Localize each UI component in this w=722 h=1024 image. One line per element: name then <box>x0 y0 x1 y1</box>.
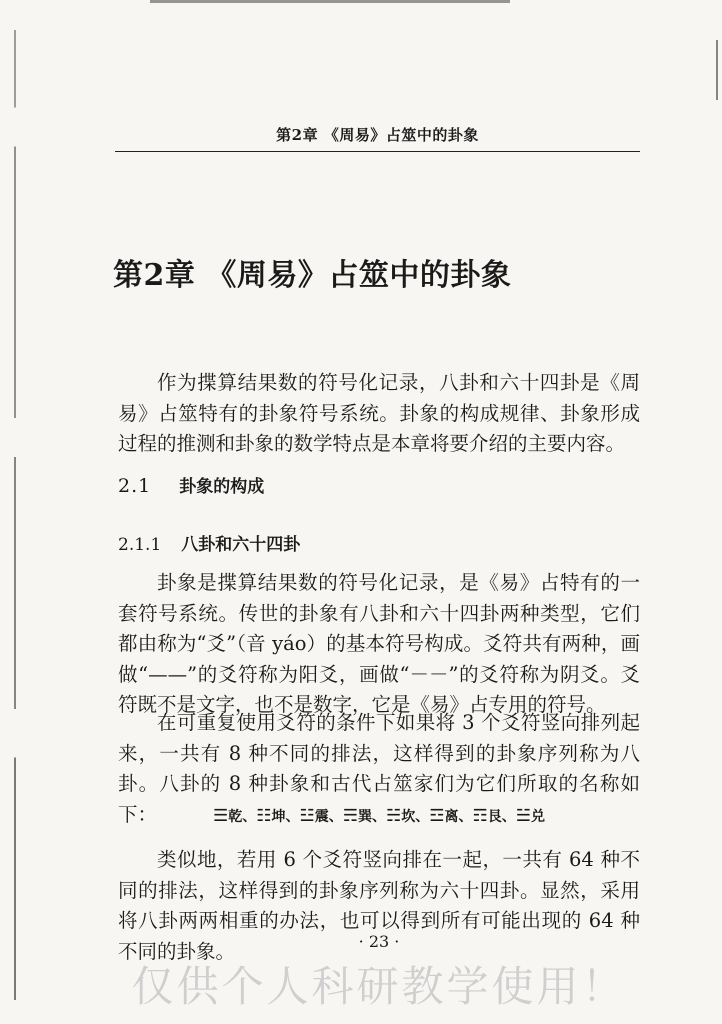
body-paragraph-1: 卦象是揲算结果数的符号化记录，是《易》占特有的一套符号系统。传世的卦象有八卦和六十四卦两种类型，它们都由称为“爻”（音 yáo）的基本符号构成。爻符共有两种，画做“——”的爻符称为阳爻，画做“－－”的爻符称为阴爻。爻符既不是文字，也不是数字，它是《易》占专用的符号。 <box>118 571 640 716</box>
trigram-separator: 、 <box>372 809 386 825</box>
trigram-name: 兑 <box>531 809 545 825</box>
scan-edge-top <box>150 0 510 3</box>
trigram-item <box>342 806 372 826</box>
trigram-separator: 、 <box>501 809 516 825</box>
subsection-number: 2.1.1 <box>118 535 162 555</box>
trigram-name: 坎 <box>401 809 416 825</box>
trigram-item <box>256 806 286 826</box>
trigram-separator: 、 <box>458 809 473 825</box>
trigram-name: 震 <box>314 809 329 825</box>
trigram-symbol-icon: ☶ <box>472 806 488 826</box>
trigram-separator: 、 <box>242 809 257 825</box>
trigram-symbol-icon: ☷ <box>256 806 272 826</box>
trigram-item <box>429 806 459 826</box>
trigram-symbol-icon: ☰ <box>213 806 229 826</box>
section-heading <box>118 472 264 497</box>
page-number: · 23 · <box>358 932 400 951</box>
trigram-symbol-icon: ☱ <box>515 806 531 826</box>
trigram-item <box>472 806 502 826</box>
trigram-item <box>213 806 243 826</box>
intro-paragraph: 作为揲算结果数的符号化记录，八卦和六十四卦是《周易》占筮特有的卦象符号系统。卦象的构成规律、卦象形成过程的推测和卦象的数学特点是本章将要介绍的主要内容。 <box>118 371 640 455</box>
trigram-symbol-icon: ☵ <box>386 806 402 826</box>
trigram-item <box>299 806 329 826</box>
section-title: 卦象的构成 <box>179 477 265 497</box>
scan-edge-left <box>14 30 16 1000</box>
trigram-symbol-icon: ☲ <box>429 806 445 826</box>
trigram-name: 离 <box>444 809 459 825</box>
trigram-separator: 、 <box>328 809 343 825</box>
trigram-symbol-icon: ☴ <box>342 806 358 826</box>
watermark: 仅供个人科研教学使用！ <box>131 962 627 1011</box>
chapter-title: 第2章 《周易》占筮中的卦象 <box>113 258 512 293</box>
trigram-name: 坤 <box>271 809 286 825</box>
body-paragraph-3: 类似地，若用 6 个爻符竖向排在一起，一共有 64 种不同的排法，这样得到的卦象序列称为六十四卦。显然，采用将八卦两两相重的办法，也可以得到所有可能出现的 64 种不同的卦象。 <box>118 848 640 963</box>
trigram-item <box>515 806 545 826</box>
running-header: 第2章 《周易》占筮中的卦象 <box>276 126 479 144</box>
trigram-item <box>386 806 416 826</box>
trigram-name: 艮 <box>487 809 502 825</box>
trigram-name: 巽 <box>358 809 372 825</box>
trigram-symbol-icon: ☳ <box>299 806 315 826</box>
body-paragraph-2: 在可重复使用爻符的条件下如果将 3 个爻符竖向排列起来，一共有 8 种不同的排法，这样得到的卦象序列称为八卦。八卦的 8 种卦象和古代占筮家们为它们所取的名称如下： <box>118 711 640 826</box>
trigram-separator: 、 <box>285 809 300 825</box>
subsection-title: 八卦和六十四卦 <box>181 535 301 555</box>
trigram-list <box>118 806 640 826</box>
header-rule <box>115 151 640 152</box>
subsection-heading <box>118 530 300 555</box>
trigram-separator: 、 <box>415 809 430 825</box>
trigram-name: 乾 <box>228 809 243 825</box>
scan-edge-right <box>716 40 718 100</box>
section-number: 2.1 <box>118 475 152 497</box>
